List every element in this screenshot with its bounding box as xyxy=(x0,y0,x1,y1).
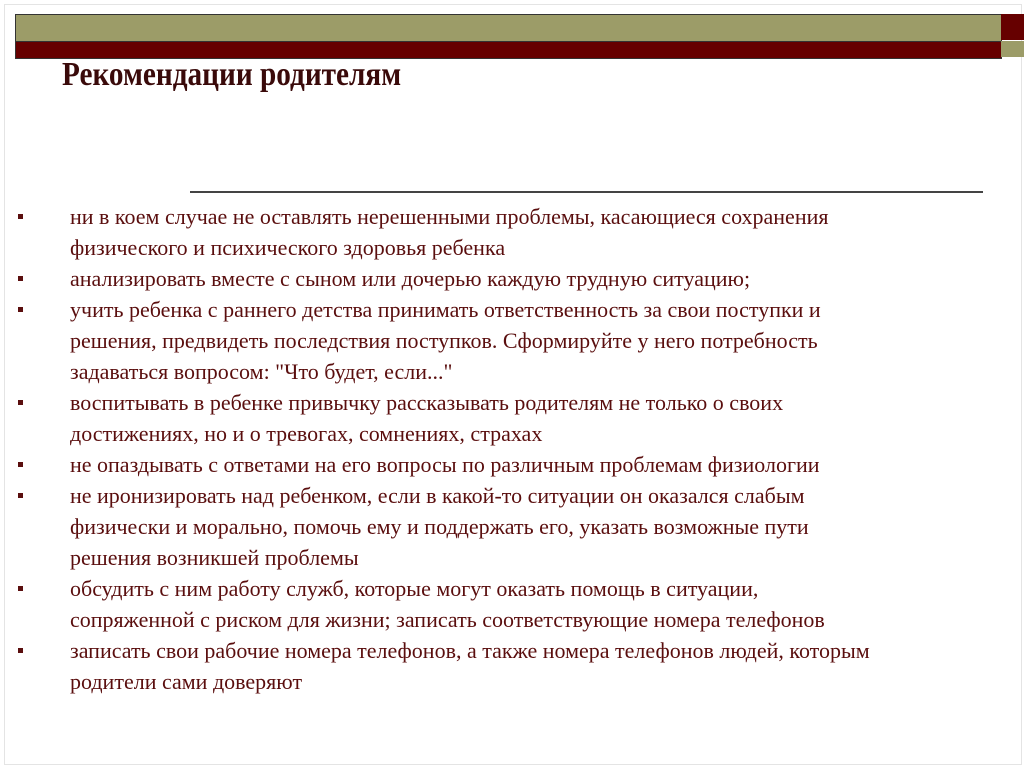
square-bullet-icon xyxy=(18,493,23,498)
corner-square-red xyxy=(1001,14,1024,40)
title-divider xyxy=(190,191,983,193)
recommendations-list xyxy=(0,201,1024,697)
square-bullet-icon xyxy=(18,648,23,653)
list-item-text: анализировать вместе с сыном или дочерью каждую трудную ситуацию; xyxy=(70,266,751,291)
list-item-text: решения возникшей проблемы xyxy=(70,545,359,570)
header-bar-olive xyxy=(15,14,1002,42)
list-item-text: воспитывать в ребенке привычку рассказывать родителям не только о своих xyxy=(70,390,784,415)
slide-title: Рекомендации родителям xyxy=(62,56,402,93)
square-bullet-icon xyxy=(18,586,23,591)
list-item-text: родители сами доверяют xyxy=(70,669,303,694)
list-item xyxy=(0,573,1024,635)
list-item xyxy=(0,387,1024,449)
list-item-text: обсудить с ним работу служб, которые могут оказать помощь в ситуации, xyxy=(70,576,759,601)
list-item xyxy=(0,449,1024,480)
list-item-text: решения, предвидеть последствия поступков. Сформируйте у него потребность xyxy=(70,328,818,353)
list-item-text: учить ребенка с раннего детства принимать ответственность за свои поступки и xyxy=(70,297,821,322)
list-item-text: сопряженной с риском для жизни; записать соответствующие номера телефонов xyxy=(70,607,825,632)
list-item-text: задаваться вопросом: "Что будет, если..." xyxy=(70,359,453,384)
square-bullet-icon xyxy=(18,307,23,312)
list-item-text: записать свои рабочие номера телефонов, а также номера телефонов людей, которым xyxy=(70,638,870,663)
list-item xyxy=(0,201,1024,263)
list-item xyxy=(0,294,1024,387)
square-bullet-icon xyxy=(18,214,23,219)
list-item-text: физически и морально, помочь ему и поддержать его, указать возможные пути xyxy=(70,514,809,539)
corner-square-olive xyxy=(1001,41,1024,57)
list-item-text: физического и психического здоровья ребенка xyxy=(70,235,506,260)
square-bullet-icon xyxy=(18,462,23,467)
list-item xyxy=(0,480,1024,573)
square-bullet-icon xyxy=(18,276,23,281)
list-item-text: ни в коем случае не оставлять нерешенными проблемы, касающиеся сохранения xyxy=(70,204,829,229)
square-bullet-icon xyxy=(18,400,23,405)
list-item-text: достижениях, но и о тревогах, сомнениях, страхах xyxy=(70,421,543,446)
list-item-text: не опаздывать с ответами на его вопросы по различным проблемам физиологии xyxy=(70,452,820,477)
list-item xyxy=(0,635,1024,697)
list-item xyxy=(0,263,1024,294)
list-item-text: не иронизировать над ребенком, если в какой-то ситуации он оказался слабым xyxy=(70,483,805,508)
